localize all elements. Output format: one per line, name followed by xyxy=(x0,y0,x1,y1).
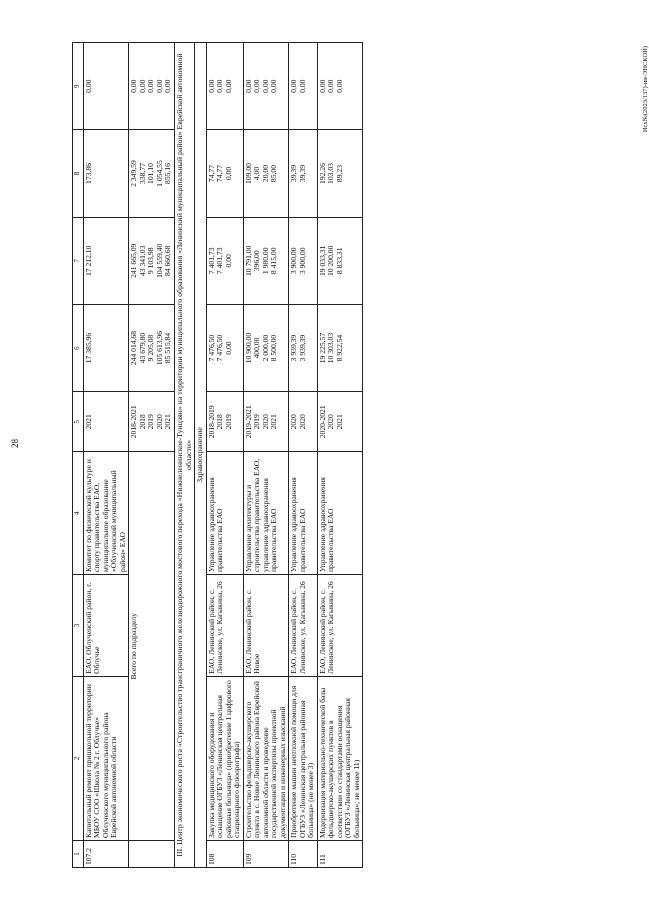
col-num-3: 3 xyxy=(73,575,84,677)
document-sheet xyxy=(72,42,649,868)
row-number: 111 xyxy=(317,841,363,868)
amount-other: 0,00 0,00 0,00 0,00 0,00 xyxy=(129,43,175,130)
col-num-8: 8 xyxy=(73,130,84,217)
footer-code: Исх№(2023/137)-ии-ЭНСКОЙ) xyxy=(642,46,649,133)
table-row xyxy=(83,43,129,868)
amount-total: 19 225,57 10 303,03 8 922,54 xyxy=(317,304,363,391)
location: ЕАО, Облученский район, г. Облучье xyxy=(83,575,129,677)
column-number-row xyxy=(73,43,84,868)
executor: Управление архитектуры и строительства правительства ЕАО, управление здравоохранения правительства ЕАО xyxy=(243,452,289,575)
year-list: 2018-2021 2018 2019 2020 2021 xyxy=(129,392,175,452)
amount-other: 0,00 xyxy=(83,43,129,130)
col-num-1: 1 xyxy=(73,841,84,868)
amount-regional: 192,26 103,03 89,23 xyxy=(317,130,363,217)
col-num-4: 4 xyxy=(73,452,84,575)
amount-federal: 19 033,31 10 200,00 8 833,31 xyxy=(317,217,363,304)
subsection-title: Здравоохранение xyxy=(195,43,207,868)
subtotal-label: Всего по подразделу xyxy=(129,452,175,841)
executor: Управление здравоохранения правительства ЕАО xyxy=(206,452,243,575)
col-num-7: 7 xyxy=(73,217,84,304)
year: 2021 xyxy=(83,392,129,452)
amount-total: 3 939,39 3 939,39 xyxy=(289,304,318,391)
location: ЕАО, Ленинский район, с. Новое xyxy=(243,575,289,677)
location: ЕАО, Ленинский район, с. Ленинское, ул. Кагыкина, 26 xyxy=(317,575,363,677)
amount-other: 0,00 0,00 0,00 xyxy=(206,43,243,130)
amount-other: 0,00 0,00 0,00 xyxy=(317,43,363,130)
col-num-2: 2 xyxy=(73,676,84,840)
subtotal-row xyxy=(129,43,175,868)
executor: Управление здравоохранения правительства ЕАО xyxy=(317,452,363,575)
year-list: 2019-2021 2019 2020 2021 xyxy=(243,392,289,452)
location: ЕАО, Ленинский район, с. Ленинское, ул. Кагыкина, 26 xyxy=(289,575,318,677)
program-table xyxy=(72,42,363,868)
executor: Комитет по физической культуре и спорту правительства ЕАО, муниципальное образование «Облученский муниципальный район» ЕАО xyxy=(83,452,129,575)
amount-regional: 39,39 39,39 xyxy=(289,130,318,217)
table-row xyxy=(317,43,363,868)
measure-name: Модернизация материально-технической базы фельдшерско-акушерских пунктов в соответствии со стандартами оснащения (ОГБУЗ «Ленинская центральная районная больница»; не менее 11) xyxy=(317,676,363,840)
amount-total: 7 476,50 7 476,50 0,00 xyxy=(206,304,243,391)
subsection-row xyxy=(195,43,207,868)
amount-regional: 2 349,59 338,77 101,10 1 054,55 855,16 xyxy=(129,130,175,217)
amount-total: 10 900,00 400,00 2 000,00 8 500,00 xyxy=(243,304,289,391)
location: ЕАО, Ленинский район, с. Ленинское, ул. Кагыкина, 26 xyxy=(206,575,243,677)
table-row xyxy=(243,43,289,868)
year-list: 2020-2021 2020 2021 xyxy=(317,392,363,452)
row-number: 109 xyxy=(243,841,289,868)
col-num-6: 6 xyxy=(73,304,84,391)
amount-federal: 17 212,10 xyxy=(83,217,129,304)
section-title: III. Центр экономического роста «Строительство трансграничного железнодорожного мостового перехода «Нижнеленинское-Тунцзян» на территории муниципального образования «Ленинский муниципальный район» Еврейской автономной области» xyxy=(174,43,194,868)
amount-other: 0,00 0,00 0,00 0,00 xyxy=(243,43,289,130)
year-list: 2018-2019 2018 2019 xyxy=(206,392,243,452)
row-number: 107.2 xyxy=(83,841,129,868)
amount-total: 244 014,68 43 679,80 9 205,08 105 613,96 85 515,84 xyxy=(129,304,175,391)
measure-name: Закупка медицинского оборудования и оснащение ОГБУЗ «Ленинская центральная районная больница» (приобретение 1 цифрового стационарного флюорографа) xyxy=(206,676,243,840)
amount-regional: 173,86 xyxy=(83,130,129,217)
amount-regional: 74,77 74,77 0,00 xyxy=(206,130,243,217)
amount-federal: 7 401,73 7 401,73 0,00 xyxy=(206,217,243,304)
measure-name: Строительство фельдшерско-акушерского пункта в с. Новое Ленинского района Еврейской автономной области и проведение государственной экспертизы проектной документации и инженерных изысканий xyxy=(243,676,289,840)
measure-name: Капитальный ремонт пришкольной территории МБОУ СОО «Школа № 2 г. Облучье» Облученского муниципального района Еврейской автономной области xyxy=(83,676,129,840)
col-num-9: 9 xyxy=(73,43,84,130)
amount-federal: 241 665,09 43 341,03 9 103,98 104 559,40 84 660,68 xyxy=(129,217,175,304)
row-number: 108 xyxy=(206,841,243,868)
table-row xyxy=(289,43,318,868)
row-number: 110 xyxy=(289,841,318,868)
measure-name: Приобретение машин неотложной помощи для ОГБУЗ «Ленинская центральная районная больница» (не менее 3) xyxy=(289,676,318,840)
table-row xyxy=(206,43,243,868)
amount-regional: 109,00 4,00 20,00 85,00 xyxy=(243,130,289,217)
amount-other: 0,00 0,00 xyxy=(289,43,318,130)
year-list: 2020 2020 xyxy=(289,392,318,452)
amount-federal: 10 791,00 396,00 1 980,00 8 415,00 xyxy=(243,217,289,304)
amount-federal: 3 900,00 3 900,00 xyxy=(289,217,318,304)
page-number: 28 xyxy=(10,439,20,448)
executor: Управление здравоохранения правительства ЕАО xyxy=(289,452,318,575)
section-row xyxy=(174,43,194,868)
col-num-5: 5 xyxy=(73,392,84,452)
amount-total: 17 385,96 xyxy=(83,304,129,391)
